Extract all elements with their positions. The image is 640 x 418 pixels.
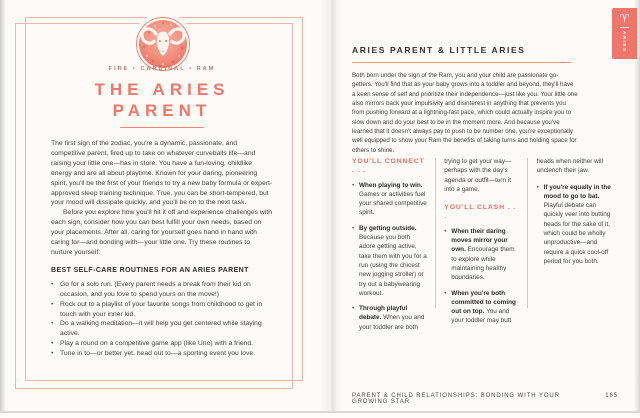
- footer-text: PARENT & CHILD RELATIONSHIPS: BONDING WITH YOUR GROWING STAR: [352, 393, 560, 405]
- section-intro-paragraph: Both born under the sign of the Ram, you and your child are passionate go-getters. You'll find that as your baby grows into a toddler and beyond, they'll have a keen sense of self and prioritize their independence—just like you. Your little one also mirrors back your impulsivity and disinterest in anything that prevents you from pushing forward at a lightning-fast pace, which could actually inspire you to slow down and do your best to be in the moment more. And because you've learned that it doesn't always pay to push to be number one, you're exceptionally well equipped to show your Ram the benefits of taking turns and holding space for others to shine.: [352, 72, 578, 154]
- page-title: [41, 79, 283, 121]
- column-continuation-text: heads when neither will unclench their jaw.: [536, 158, 604, 175]
- bullet-icon: •: [536, 183, 539, 191]
- bullet-lead: Through playful debate.: [359, 305, 408, 322]
- page-number: 165: [605, 393, 618, 399]
- left-page-edge: [0, 0, 6, 412]
- bullet-icon: •: [51, 300, 54, 308]
- tab-label: ARIES: [622, 31, 627, 53]
- routine-text: Tune in to—or better yet, head out to—a sporting event you love.: [60, 350, 256, 358]
- self-care-heading: BEST SELF-CARE ROUTINES FOR AN ARIES PARENT: [51, 266, 249, 274]
- bullet-rest: Playful debate can quickly veer into butting heads for the sake of it, which could be wholly unproductive—and require a quick cool-off period for you both.: [543, 202, 611, 265]
- bullet-lead: By getting outside.: [359, 224, 417, 232]
- column-heading: YOU'LL CLASH . . .: [444, 204, 517, 221]
- routine-item: [51, 280, 273, 300]
- routine-item: [51, 349, 273, 359]
- right-page-edge: [634, 0, 640, 412]
- column-bullet-item: [444, 289, 519, 326]
- bullet-icon: •: [352, 224, 355, 232]
- column-bullet-text: [359, 224, 427, 298]
- column-bullet-text: [451, 289, 519, 326]
- title-rule: [120, 127, 204, 128]
- below-page-strip: [0, 413, 640, 418]
- bullet-rest: Games or activities fuel your shared competitive spirit.: [359, 190, 427, 217]
- section-heading: ARIES PARENT & LITTLE ARIES: [352, 45, 526, 55]
- bullet-icon: •: [51, 320, 54, 328]
- column-bullet-text: [359, 304, 427, 332]
- bullet-lead: When playing to win.: [359, 181, 423, 189]
- bullet-icon: •: [352, 305, 355, 313]
- bullet-lead: If you're equally in the mood to go to bat.: [543, 183, 611, 200]
- running-footer: [352, 393, 618, 405]
- left-body-text: [51, 139, 273, 359]
- routine-item: [51, 339, 273, 349]
- column-bullet-item: [352, 224, 427, 298]
- bullet-icon: •: [51, 350, 54, 358]
- routines-list: [51, 280, 273, 359]
- bullet-icon: •: [51, 340, 54, 348]
- column-bullet-text: [359, 181, 427, 218]
- bullet-lead: When their daring moves mirror your own.: [451, 227, 508, 254]
- aries-symbol-icon: ♈: [619, 12, 630, 25]
- column-bullet-item: [352, 304, 427, 332]
- element-kicker: FIRE • CARDINAL • RAM: [108, 66, 216, 72]
- title-line-2: PARENT: [112, 101, 212, 120]
- bullet-icon: •: [352, 181, 355, 189]
- advice-column-1: [352, 157, 427, 331]
- advice-column-3: [537, 157, 612, 309]
- column-bullet-item: [444, 227, 519, 283]
- routine-item: [51, 319, 273, 339]
- column-divider: [527, 158, 528, 308]
- column-bullet-text: [451, 227, 519, 283]
- column-divider: [435, 158, 436, 308]
- routine-item: [51, 300, 273, 320]
- bullet-lead: When you're both committed to coming out on top.: [451, 289, 516, 316]
- column-bullet-item: [352, 181, 427, 218]
- title-line-1: THE ARIES: [94, 80, 230, 99]
- bullet-rest: You and your toddler may butt: [451, 308, 512, 325]
- advice-column-2: [444, 157, 519, 325]
- column-bullet-text: [544, 183, 612, 267]
- routine-text: Rock out to a playlist of your favorite songs from childhood to get in touch with your inner kid.: [60, 300, 263, 318]
- routine-text: Do a walking meditation—it will help you get centered while staying active.: [60, 320, 262, 338]
- bullet-rest: Because you both adore getting active, take them with you for a run (using the chicest new jogging stroller) or try out a babywearing workout.: [359, 234, 427, 297]
- bullet-rest: Encourage them to explore while maintaining healthy boundaries.: [451, 246, 515, 282]
- routine-text: Go for a solo run. (Every parent needs a break from their kid on occasion, and you love to spend yours on the move!): [60, 280, 251, 298]
- column-bullet-item: [537, 183, 612, 267]
- column-heading: YOU'LL CONNECT . . .: [352, 158, 425, 175]
- intro-paragraph-1: The first sign of the zodiac, you're a dynamic, passionate, and competitive parent, fired up to take on whatever curveballs life—and raising your little one—has in store. You have a fun-loving, childlike energy and are all about playtime. Known for your daring, pioneering spirit, you'll be the first of your friends to try a new baby formula or expert-approved sleep training technique. True, you can be short-tempered, but your mood will dissipate quickly, and you'll be on to the next task.: [51, 140, 273, 207]
- routine-text: Play a round on a competitive game app (like Uno) with a friend.: [60, 340, 254, 348]
- section-heading-rule: [352, 62, 571, 63]
- tab-divider: [620, 27, 629, 28]
- intro-paragraph-2: Before you explore how you'll hit it off and experience challenges with each sign, consider how you can best fulfill your own needs, based on your placements. After all, caring for yourself goes hand in hand with caring for—and bonding with—your little one. Try these routines to nurture yourself:: [51, 209, 272, 256]
- advice-columns: [352, 157, 612, 331]
- bullet-icon: •: [444, 227, 447, 235]
- bullet-icon: •: [51, 280, 54, 288]
- page-gutter-shadow: [320, 0, 344, 412]
- bullet-rest: When you and your toddler are both: [359, 314, 425, 331]
- bullet-icon: •: [444, 289, 447, 297]
- column-continuation-text: trying to get your way—perhaps with the day's agenda or outfit—turn it into a game.: [444, 158, 512, 193]
